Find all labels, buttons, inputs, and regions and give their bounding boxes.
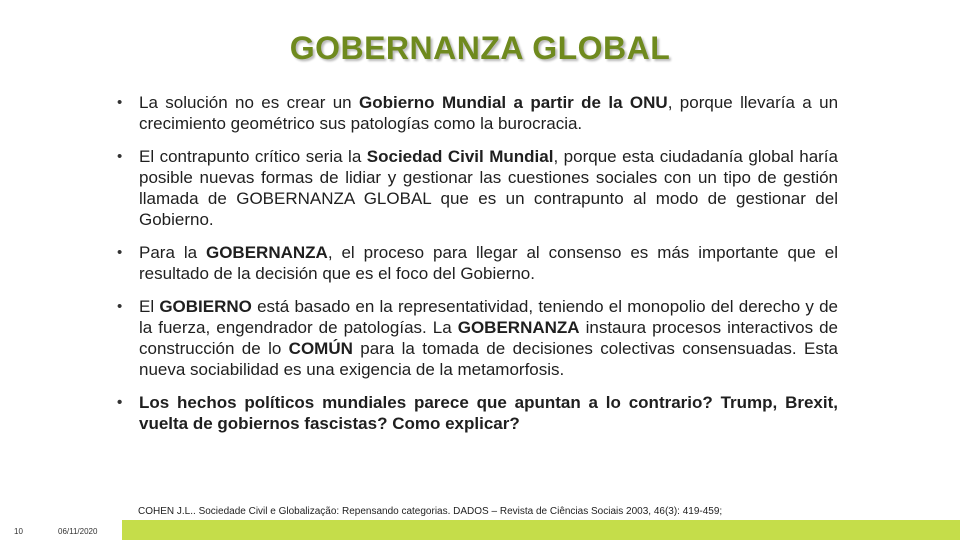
bullet-item — [112, 296, 838, 380]
bullet-emphasis: GOBIERNO — [159, 297, 252, 316]
bullet-emphasis: Sociedad Civil Mundial — [366, 147, 554, 166]
bullet-list — [112, 92, 838, 446]
bullet-emphasis: COMÚN — [288, 339, 353, 358]
bullet-text: para la tomada de decisiones colectivas consensuadas. Esta nueva sociabilidad es una exigencia de la metamorfosis. — [139, 339, 839, 379]
slide-title: GOBERNANZA GLOBAL — [289, 30, 671, 66]
bullet-emphasis: Los hechos políticos mundiales parece que apuntan a lo contrario? Trump, Brexit, vuelta de gobiernos fascistas? Como explicar? — [139, 393, 838, 433]
bullet-emphasis: Gobierno Mundial a partir de la ONU — [359, 93, 668, 112]
bullet-text: instaura procesos interactivos de construcción de lo — [139, 318, 838, 358]
footer-bar — [122, 520, 960, 540]
bullet-dot-icon: • — [117, 298, 123, 315]
bullet-text: Para la — [139, 243, 206, 262]
bullet-dot-icon: • — [117, 394, 123, 411]
bullet-text: , porque esta ciudadanía global haría posible nuevas formas de lidiar y gestionar las cuestiones sociales con un tipo de gestión llamada de GOBERNANZA GLOBAL que es un contrapunto al modo de gestionar del Gobierno. — [139, 147, 838, 229]
bullet-emphasis: GOBERNANZA — [205, 243, 328, 262]
bullet-text: El — [139, 297, 160, 316]
bullet-dot-icon: • — [117, 148, 123, 165]
bullet-item — [112, 242, 838, 284]
bullet-text: está basado en la representatividad, teniendo el monopolio del derecho y de la fuerza, engendrador de patologías. La — [139, 297, 838, 337]
bullet-text: El contrapunto crítico seria la — [139, 147, 367, 166]
bullet-emphasis: GOBERNANZA — [457, 318, 580, 337]
slide-date: 06/11/2020 — [58, 527, 98, 536]
bullet-dot-icon: • — [117, 244, 123, 261]
bullet-item — [112, 392, 838, 434]
reference-cohen: COHEN J.L.. Sociedade Civil e Globalização: Repensando categorias. DADOS – Revista de Ciências Sociais 2003, 46(3): 419-459; — [138, 506, 723, 517]
bullet-item — [112, 146, 838, 230]
page-number: 10 — [14, 527, 23, 536]
bullet-text: , el proceso para llegar al consenso es más importante que el resultado de la decisión que es el foco del Gobierno. — [139, 243, 838, 283]
bullet-text: La solución no es crear un — [139, 93, 360, 112]
bullet-text: , porque llevaría a un crecimiento geométrico sus patologías como la burocracia. — [139, 93, 839, 133]
bullet-item — [112, 92, 838, 134]
bullet-dot-icon: • — [117, 94, 123, 111]
